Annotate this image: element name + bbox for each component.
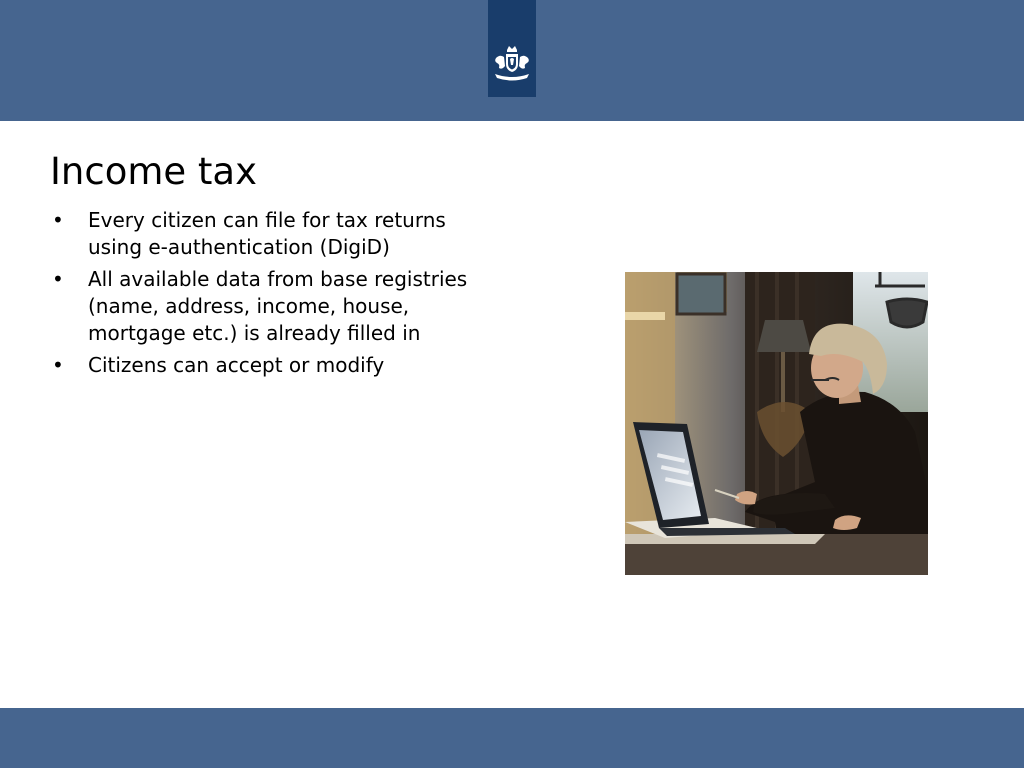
bullet-item bbox=[50, 266, 490, 347]
bullet-text: Citizens can accept or modify bbox=[88, 353, 385, 377]
bullet-dot: • bbox=[52, 353, 64, 377]
woman-at-laptop-photo bbox=[625, 272, 928, 575]
slide-title: Income tax bbox=[50, 150, 257, 193]
bullet-text: Every citizen can file for tax returns using e-authentication (DigiD) bbox=[88, 208, 446, 259]
header-band bbox=[0, 0, 1024, 121]
bullet-item bbox=[50, 207, 490, 261]
bullet-dot: • bbox=[52, 267, 64, 291]
bullet-list bbox=[50, 207, 490, 384]
logo-tab bbox=[488, 0, 536, 97]
photo-illustration bbox=[625, 272, 928, 575]
bullet-item bbox=[50, 352, 490, 379]
coat-of-arms-icon bbox=[491, 44, 533, 84]
bullet-dot: • bbox=[52, 208, 64, 232]
footer-band bbox=[0, 708, 1024, 768]
bullet-text: All available data from base registries (name, address, income, house, mortgage etc.) is already filled in bbox=[88, 267, 468, 345]
